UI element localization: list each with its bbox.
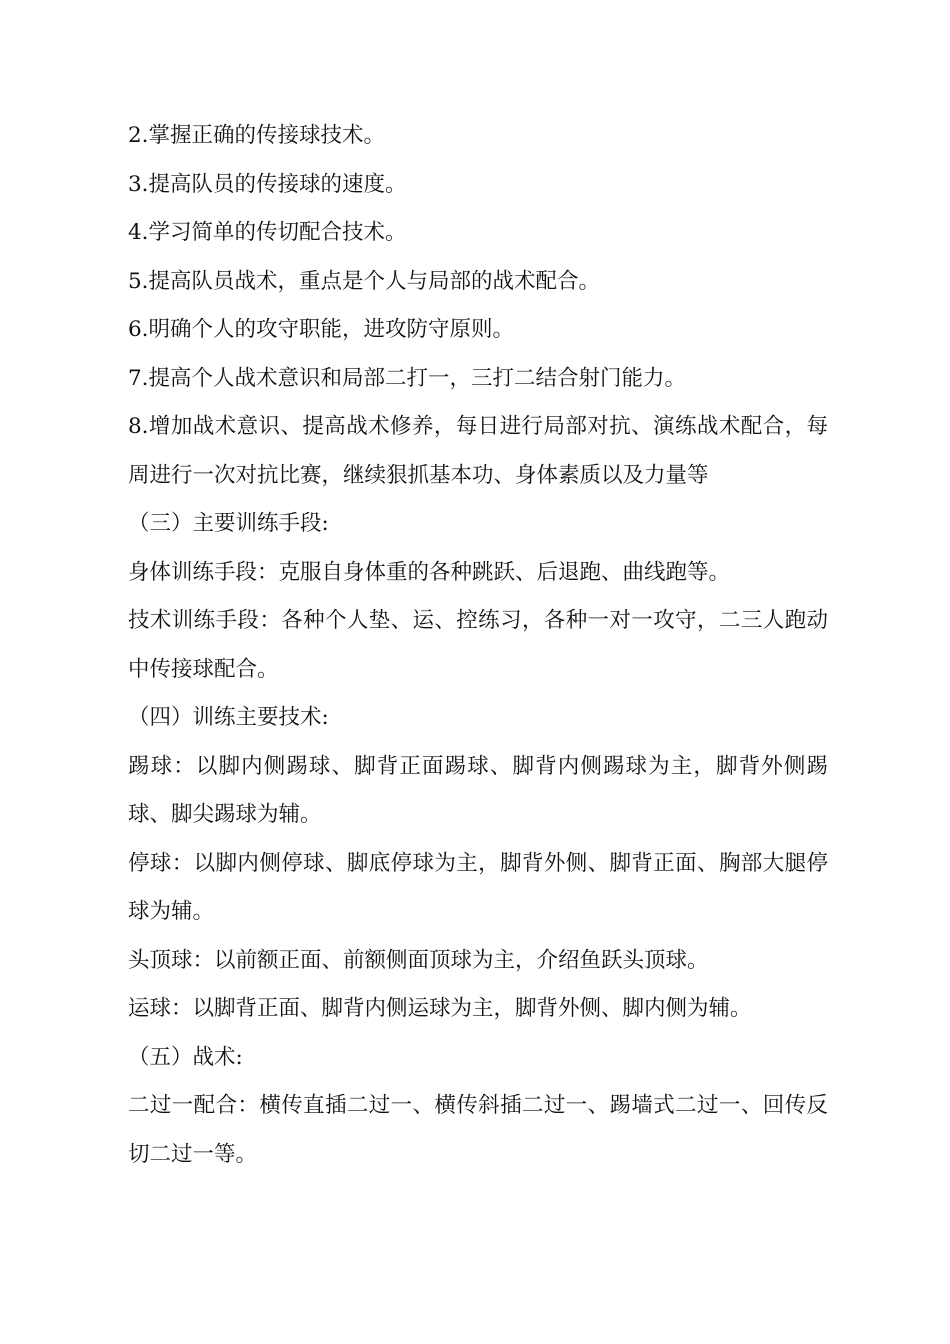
section-heading-training-methods: （三）主要训练手段: bbox=[128, 511, 329, 536]
paragraph-kicking: 踢球：以脚内侧踢球、脚背正面踢球、脚背内侧踢球为主，脚背外侧踢球、脚尖踢球为辅。 bbox=[128, 753, 828, 827]
paragraph-heading: 头顶球：以前额正面、前额侧面顶球为主，介绍鱼跃头顶球。 bbox=[128, 947, 709, 973]
paragraph-one-two-pass: 二过一配合：横传直插二过一、横传斜插二过一、踢墙式二过一、回传反切二过一等。 bbox=[128, 1093, 828, 1167]
list-item-goal-8: 8.增加战术意识、提高战术修养，每日进行局部对抗、演练战术配合，每周进行一次对抗比赛，继续狠抓基本功、身体素质以及力量等 bbox=[128, 414, 828, 488]
section-heading-tactics: （五）战术: bbox=[128, 1044, 243, 1070]
list-item-goal-7: 7.提高个人战术意识和局部二打一，三打二结合射门能力。 bbox=[128, 365, 687, 391]
paragraph-stopping: 停球：以脚内侧停球、脚底停球为主，脚背外侧、脚背正面、胸部大腿停球为辅。 bbox=[128, 850, 828, 924]
section-heading-main-techniques: （四）训练主要技术: bbox=[128, 705, 329, 730]
paragraph-physical-training: 身体训练手段：克服自身体重的各种跳跃、后退跑、曲线跑等。 bbox=[128, 559, 731, 585]
list-item-goal-6: 6.明确个人的攻守职能，进攻防守原则。 bbox=[128, 317, 515, 342]
list-item-goal-3: 3.提高队员的传接球的速度。 bbox=[128, 171, 407, 197]
paragraph-dribbling: 运球：以脚背正面、脚背内侧运球为主，脚背外侧、脚内侧为辅。 bbox=[128, 996, 752, 1021]
list-item-goal-2: 2.掌握正确的传接球技术。 bbox=[128, 123, 386, 148]
list-item-goal-5: 5.提高队员战术，重点是个人与局部的战术配合。 bbox=[128, 268, 601, 294]
list-item-goal-4: 4.学习简单的传切配合技术。 bbox=[128, 220, 407, 245]
paragraph-technical-training: 技术训练手段：各种个人垫、运、控练习，各种一对一攻守，二三人跑动中传接球配合。 bbox=[128, 608, 828, 682]
document-body bbox=[128, 112, 828, 1179]
